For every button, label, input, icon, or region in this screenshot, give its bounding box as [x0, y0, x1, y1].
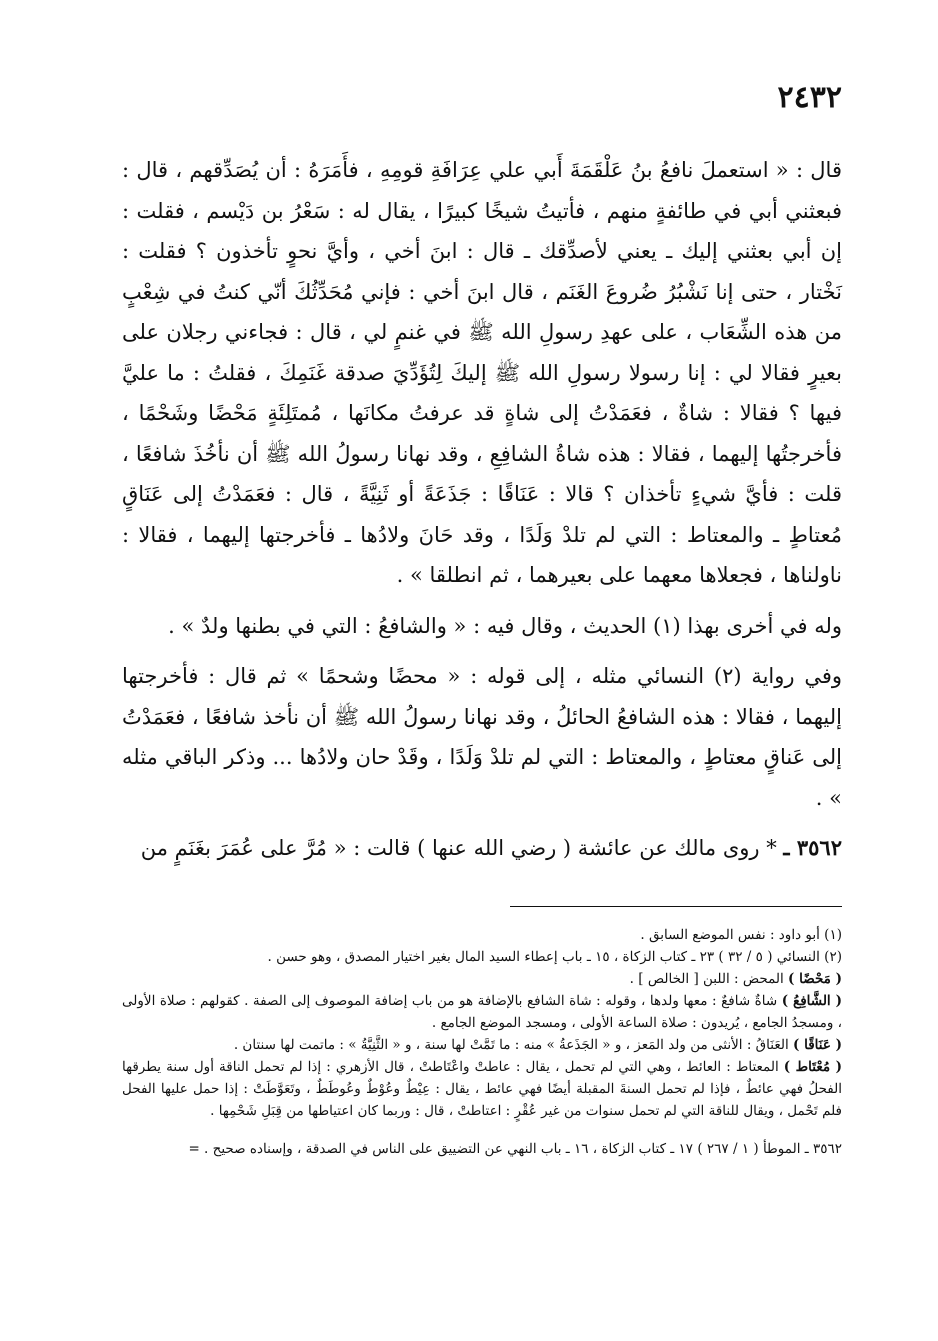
footnote-1 [122, 924, 842, 946]
hadith-paragraph: قال : « استعملَ نافعُ بنُ عَلْقَمَةَ أَبي علي عِرَافَةِ قومِهِ ، فأَمَرَهُ : أن يُصَدِّقهم ، قال : فبعثني أبي في طائفةٍ منهم ، فأتيتُ شيخًا كبيرًا ، يقال له : سَعْرُ بن دَيْسم ، فقلت : إن أبي بعثني إليك ـ يعني لأصدِّقك ـ قال : ابنَ أخي ، وأيَّ نحوٍ تأخذون ؟ فقلت : نَخْتار ، حتى إنا نَشْبُرُ ضُروعَ الغَنَم ، قال ابنَ أخي : فإني مُحَدِّثُكَ أنّي كنتُ في شِعْبٍ من هذه الشِّعَاب ، على عهدِ رسولِ الله ﷺ في غنمٍ لي ، قال : فجاءني رجلان على بعيرٍ فقالا لي : إنا رسولا رسولِ الله ﷺ إليكَ لِتُؤَدِّيَ صدقة غَنَمِكَ ، فقلتُ : ما عليَّ فيها ؟ فقالا : شاةٌ ، فعَمَدْتُ إلى شاةٍ قد عرفتُ مكانَها ، مُمتَلِئَةٍ مَحْضًا وشَحْمًا ، فأخرجتُها إليهما ، فقالا : هذه شاةُ الشافِعِ ، وقد نهانا رسولُ الله ﷺ أن نأخُذَ شافعًا ، قلت : فأيَّ شيءٍ تأخذان ؟ قالا : عَنَاقًا : جَذَعَةً أو ثَنِيَّةً ، قال : فعَمَدْتُ إلى عَنَاقٍ مُعتاطٍ ـ والمعتاط : التي لم تلدْ وَلَدًا ، وقد حَانَ ولادُها ـ فأخرجتها إليهما ، فقالا : ناولناها ، فجعلاها معهما على بعيرهما ، ثم انطلقا » . [122, 158, 842, 587]
footnote-2-mark: (٢) [824, 949, 842, 965]
page-number: ٢٤٣٢ [777, 80, 842, 115]
footnote-1-text: أبو داود : نفس الموضع السابق . [640, 927, 820, 943]
source-note-3562: ٣٥٦٢ ـ الموطأ ( ١ / ٢٦٧ ) ١٧ ـ كتاب الزكاة ، ١٦ ـ باب النهي عن التضييق على الناس في الصدقة ، وإسناده صحيح . = [188, 1141, 842, 1157]
footnote-2-text: النسائي ( ٥ / ٣٢ ) ٢٣ ـ كتاب الزكاة ، ١٥ ـ باب إعطاء السيد المال بغير اختيار المصدق ، وهو حسن . [267, 949, 820, 965]
hadith-3562-text: * روى مالك عن عائشة ( رضي الله عنها ) قالت : « مُرَّ على عُمَرَ بغَنَمٍ من [140, 836, 777, 860]
gloss-mutat-text: المعتاط : العائط ، وهي التي لم تحمل ، يقال : عاطتْ واعْتَاطتْ ، قال الأزهري : إذا لم تحمل الناقة أول سنة يطرقها الفحلُ فهي عائطٌ ، فإذا لم تحمل السنةَ المقبلة أيضًا فهي عائط ، يقال : عِيْطٌ وعُوْطٌ وعُوطَطٌ ، وتَعَوَّطَتْ : إذا حمل عليها الفحل فلم تَحْمل ، ويقال للناقة التي لم تحمل سنوات من غير عُقْرٍ : اعتاطتْ ، قال : وربما كان اعتياطها من قِبَلِ شَحْمِها . [122, 1059, 842, 1119]
footnotes-section [122, 924, 842, 1160]
gloss-mutat [122, 1056, 842, 1122]
hadith-3562-paragraph [122, 828, 842, 869]
gloss-shafi-text: شاةٌ شافعٌ : معها ولدها ، وقوله : شاة الشافع بالإضافة هو من باب إضافة الموصوف إلى الصفة . كقولهم : صلاة الأولى ، ومسجدُ الجامع ، يُريدون : صلاة الساعة الأولى ، ومسجد الموضع الجامع . [122, 993, 842, 1031]
gloss-mutat-term: ( مُعْتَاط ) [783, 1059, 842, 1075]
footnote-1-mark: (١) [824, 927, 842, 943]
gloss-shafi-term: ( الشَّافِعُ ) [781, 993, 842, 1009]
gloss-anaq-term: ( عَنَاقًا ) [793, 1037, 842, 1053]
abu-dawud-variant-paragraph: وله في أخرى بهذا (١) الحديث ، وقال فيه : « والشافعُ : التي في بطنها ولدٌ » . [168, 613, 842, 638]
gloss-anaq [122, 1034, 842, 1056]
hadith-number: ٣٥٦٢ ـ [783, 835, 842, 860]
footnote-2 [122, 946, 842, 968]
gloss-mahd-term: ( مَحْضًا ) [788, 971, 842, 987]
gloss-mahd-text: المحض : اللبن [ الخالص ] . [629, 971, 784, 987]
gloss-mahd [122, 968, 842, 990]
footnote-divider [510, 906, 842, 907]
main-text [122, 150, 842, 869]
gloss-anaq-text: العَنَاقُ : الأنثى من ولد المَعز ، و « الجَذَعةُ » منه : ما تَمَّتْ لها سنة ، و « الثَّنِيَّةُ » : ماتمت لها سنتان . [233, 1037, 789, 1053]
gloss-shafi [122, 990, 842, 1034]
nasai-variant-paragraph: وفي رواية (٢) النسائي مثله ، إلى قوله : « محضًا وشحمًا » ثم قال : فأخرجتها إليهما ، فقالا : هذه الشافعُ الحائلُ ، وقد نهانا رسولُ الله ﷺ أن نأخذ شافعًا ، فعَمَدْتُ إلى عَناقٍ معتاطٍ ، والمعتاط : التي لم تلدْ وَلَدًا ، وقَدْ حان ولادُها ... وذكر الباقي مثله » . [122, 664, 843, 810]
